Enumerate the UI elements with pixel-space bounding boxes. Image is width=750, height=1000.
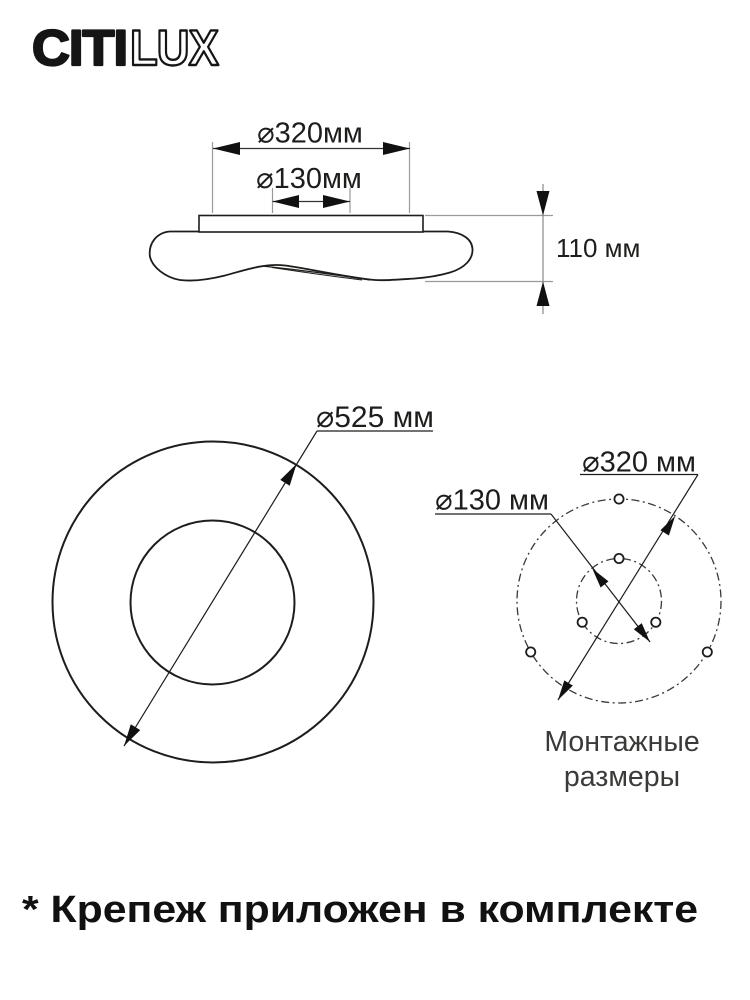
mounting-caption-line1: Монтажные: [544, 726, 700, 758]
side-view-mounting-plate: [199, 216, 423, 233]
arrowhead-110-bottom: [537, 282, 550, 307]
mounting-dimensions-drawing: [435, 447, 721, 794]
arrowhead-525-upper: [280, 464, 296, 486]
mounting-diameter-inner-label: ⌀130 мм: [435, 484, 549, 517]
mounting-hole-inner-right: [651, 618, 660, 627]
arrowhead-130-right: [323, 195, 350, 208]
arrowhead-130-left: [273, 195, 300, 208]
side-view-height-label: 110 мм: [556, 233, 641, 263]
logo-citi-text: CITI: [32, 20, 128, 76]
mounting-hole-inner-top: [614, 554, 623, 563]
side-view-diameter-outer-label: ⌀320мм: [257, 117, 363, 150]
mounting-hole-inner-left: [578, 618, 587, 627]
mounting-caption-line2: размеры: [563, 761, 681, 793]
arrowhead-320-left: [213, 142, 240, 155]
mounting-hole-outer-left: [526, 647, 535, 656]
front-view-outer-circle: [53, 442, 374, 763]
side-view-diameter-inner-label: ⌀130мм: [256, 163, 362, 195]
arrowhead-110-top: [537, 191, 550, 216]
front-view-diameter-label: ⌀525 мм: [316, 401, 434, 434]
mounting-diameter-outer-label: ⌀320 мм: [582, 446, 696, 479]
mounting-hole-outer-right: [703, 647, 712, 656]
front-view-drawing: [53, 401, 434, 763]
citilux-logo: [32, 20, 219, 76]
arrowhead-320-right: [383, 142, 410, 155]
side-view-drawing: [150, 118, 641, 315]
leader-line-mounting-320: [558, 475, 698, 701]
logo-lux-text: LUX: [130, 20, 219, 76]
mounting-hole-outer-top: [614, 494, 623, 503]
footnote-text: * Крепеж приложен в комплекте: [22, 889, 699, 931]
